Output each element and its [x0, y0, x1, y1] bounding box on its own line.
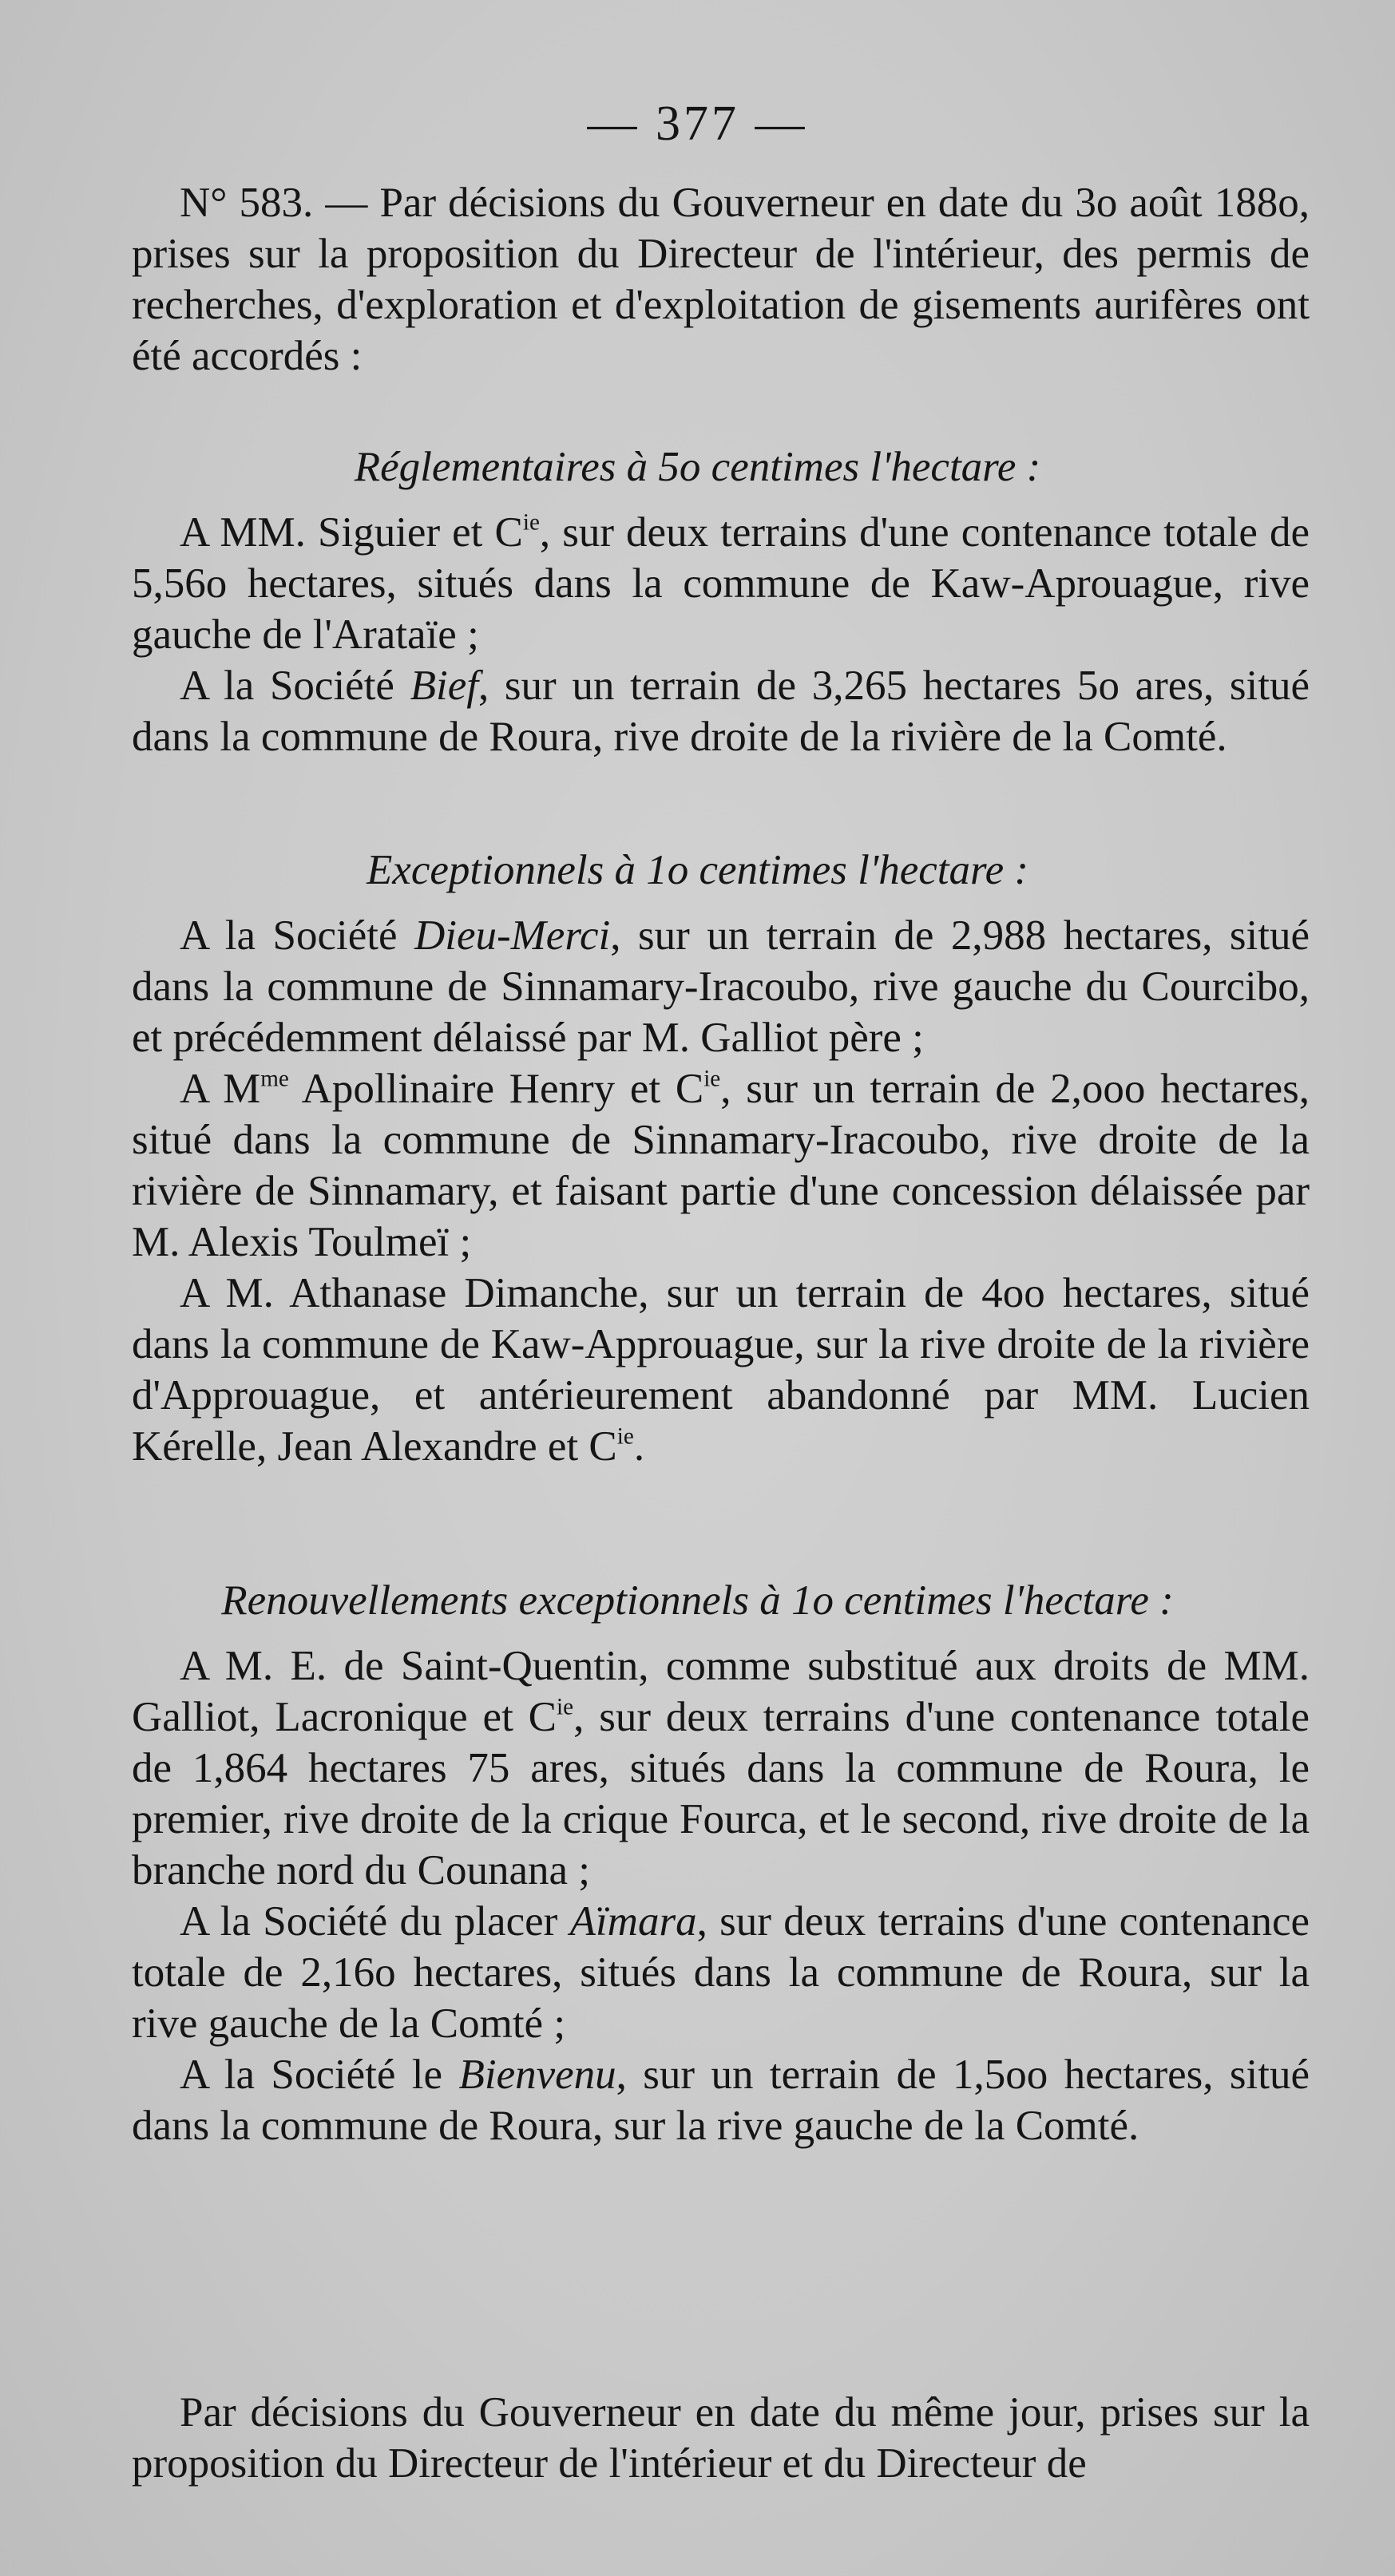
text-segment: , sur un terrain de 3,265 hectares 5o ares, situé dans la commune de Roura, rive droite de la rivière de la Comté.: [132, 663, 1310, 760]
intro-paragraph: [132, 177, 1310, 382]
intro-text: N° 583. — Par décisions du Gouverneur en date du 3o août 188o, prises sur la proposition du Directeur de l'intérieur, des permis de recherches, d'exploration et d'exploitation de gisements aurifères ont été accordés :: [132, 180, 1310, 379]
text-segment: A la Société le: [180, 2052, 459, 2098]
text-segment: .: [633, 1423, 645, 1470]
text-segment: A MM. Siguier et C: [180, 509, 523, 556]
section1-body: [132, 507, 1310, 762]
superscript: ie: [557, 1694, 574, 1720]
paragraph-bief: [132, 660, 1310, 762]
italic-name: Bief: [410, 663, 478, 709]
closing-paragraph: [132, 2387, 1310, 2489]
page-number: — 377 —: [587, 97, 808, 151]
text-segment: A M. E. de Saint-Quentin, comme substitué aux droits de MM. Galliot, Lacronique et C: [132, 1643, 1310, 1740]
superscript: me: [260, 1066, 289, 1092]
section-heading-reglementaires: Réglementaires à 5o centimes l'hectare :: [354, 444, 1041, 490]
italic-name: Bienvenu: [458, 2052, 616, 2098]
text-segment: , sur un terrain de 2,988 hectares, situé dans la commune de Sinnamary-Iracoubo, rive gauche du Courcibo, et précédemment délaissé par M. Galliot père ;: [132, 912, 1310, 1061]
section-heading-exceptionnels: Exceptionnels à 1o centimes l'hectare :: [366, 847, 1029, 893]
section2-body: [132, 910, 1310, 1472]
paragraph-dimanche: [132, 1268, 1310, 1472]
text-segment: , sur un terrain de 1,5oo hectares, situé dans la commune de Roura, sur la rive gauche de la Comté.: [132, 2052, 1310, 2149]
italic-name: Dieu-Merci: [414, 912, 611, 959]
section3-body: [132, 1640, 1310, 2151]
text-segment: , sur deux terrains d'une contenance totale de 1,864 hectares 75 ares, situés dans la commune de Roura, le premier, rive droite de la crique Fourca, et le second, rive droite de la branche nord du Counana ;: [132, 1694, 1310, 1893]
text-segment: Apollinaire Henry et C: [288, 1066, 704, 1112]
text-segment: , sur deux terrains d'une contenance totale de 5,56o hectares, situés dans la commune de Kaw-Aprouague, rive gauche de l'Arataïe ;: [132, 509, 1310, 658]
text-segment: A la Société: [180, 663, 410, 709]
superscript: ie: [616, 1423, 634, 1450]
text-segment: A la Société: [180, 912, 414, 959]
superscript: ie: [522, 509, 540, 536]
text-segment: A M. Athanase Dimanche, sur un terrain de 4oo hectares, situé dans la commune de Kaw-Approuague, sur la rive droite de la rivière d'Approuague, et antérieurement abandonné par MM. Lucien Kérelle, Jean Alexandre et C: [132, 1270, 1310, 1470]
paragraph-apollinaire: [132, 1063, 1310, 1268]
text-segment: A M: [180, 1066, 261, 1112]
paragraph-saint-quentin: [132, 1640, 1310, 1896]
italic-name: Aïmara: [569, 1898, 697, 1945]
paragraph-dieu-merci: [132, 910, 1310, 1063]
paragraph-aimara: [132, 1896, 1310, 2049]
paragraph-bienvenu: [132, 2049, 1310, 2151]
section-heading-renouvellements: Renouvellements exceptionnels à 1o centimes l'hectare :: [221, 1577, 1174, 1624]
closing-text: Par décisions du Gouverneur en date du même jour, prises sur la proposition du Directeur de l'intérieur et du Directeur de: [132, 2389, 1310, 2487]
paragraph-siguier: [132, 507, 1310, 660]
text-segment: , sur deux terrains d'une contenance totale de 2,16o hectares, situés dans la commune de Roura, sur la rive gauche de la Comté ;: [132, 1898, 1310, 2047]
text-segment: A la Société du placer: [180, 1898, 570, 1945]
text-segment: , sur un terrain de 2,ooo hectares, situé dans la commune de Sinnamary-Iracoubo, rive droite de la rivière de Sinnamary, et faisant partie d'une concession délaissée par M. Alexis Toulmeï ;: [132, 1066, 1310, 1265]
superscript: ie: [703, 1066, 721, 1092]
